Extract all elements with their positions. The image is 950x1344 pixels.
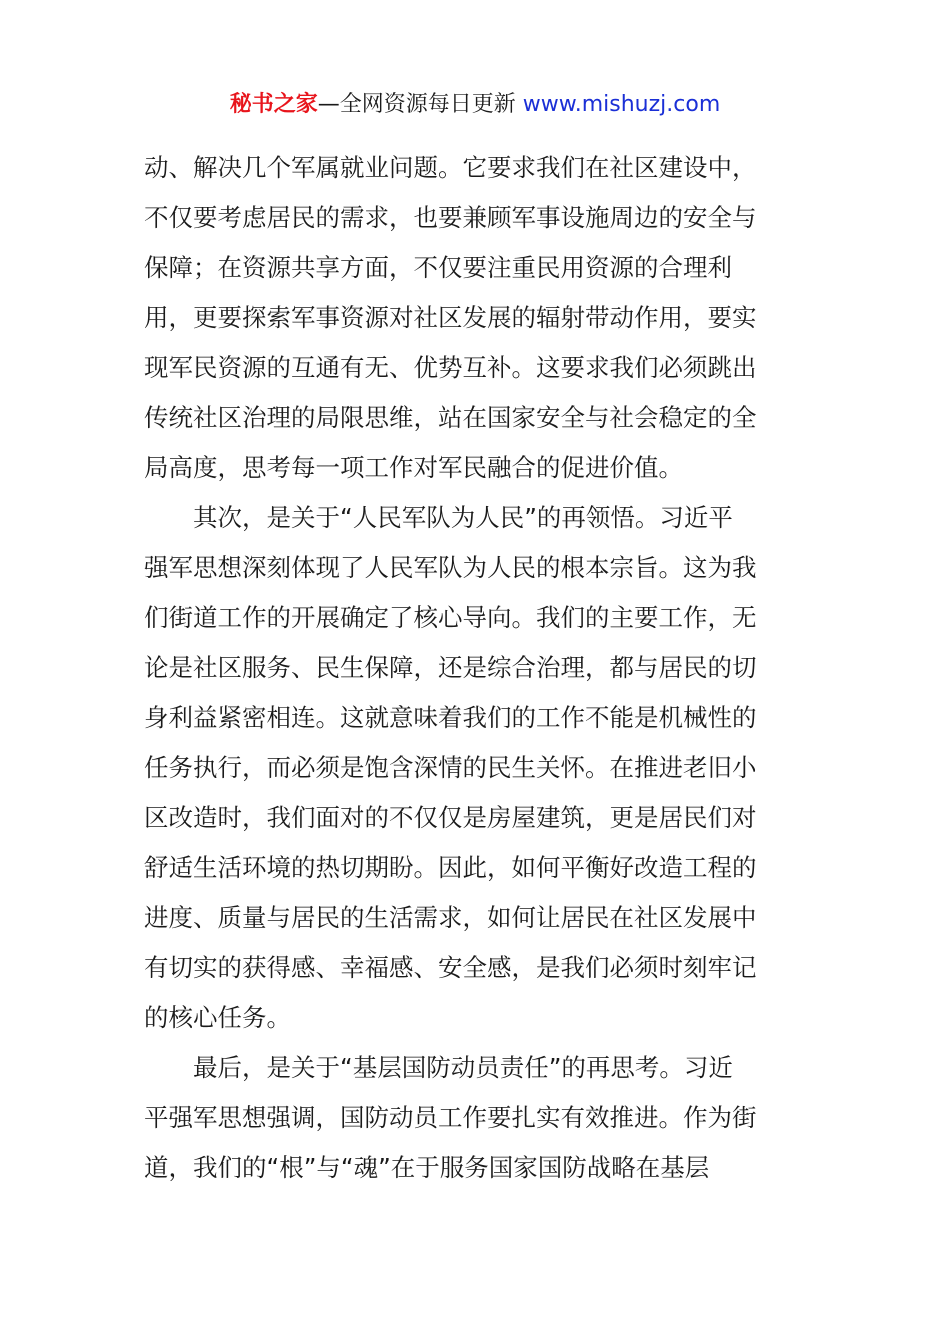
text-line: 有切实的获得感、幸福感、安全感，是我们必须时刻牢记: [144, 953, 757, 982]
document-header: [0, 88, 950, 122]
text-line: 道，我们的“根”与“魂”在于服务国家国防战略在基层: [144, 1153, 710, 1182]
text-line: 局高度，思考每一项工作对军民融合的促进价值。: [144, 453, 683, 482]
text-line: 论是社区服务、民生保障，还是综合治理，都与居民的切: [144, 653, 757, 682]
paragraph-start-line: 其次，是关于“人民军队为人民”的再领悟。习近平: [193, 503, 733, 532]
text-line: 平强军思想强调，国防动员工作要扎实有效推进。作为街: [144, 1103, 757, 1132]
text-line: 的核心任务。: [144, 1003, 291, 1032]
paragraph-start-line: 最后，是关于“基层国防动员责任”的再思考。习近: [193, 1053, 733, 1082]
text-line: 舒适生活环境的热切期盼。因此，如何平衡好改造工程的: [144, 853, 757, 882]
brand-name: 秘书之家: [229, 92, 318, 117]
text-line: 现军民资源的互通有无、优势互补。这要求我们必须跳出: [144, 353, 757, 382]
document-body: [144, 143, 809, 1193]
text-line: 保障；在资源共享方面，不仅要注重民用资源的合理利: [144, 253, 732, 282]
text-line: 动、解决几个军属就业问题。它要求我们在社区建设中，: [144, 153, 757, 182]
text-line: 用，更要探索军事资源对社区发展的辐射带动作用，要实: [144, 303, 757, 332]
text-line: 们街道工作的开展确定了核心导向。我们的主要工作，无: [144, 603, 757, 632]
text-line: 身利益紧密相连。这就意味着我们的工作不能是机械性的: [144, 703, 757, 732]
website-url-link[interactable]: www.mishuzj.com: [522, 92, 721, 117]
text-line: 强军思想深刻体现了人民军队为人民的根本宗旨。这为我: [144, 553, 757, 582]
text-line: 传统社区治理的局限思维，站在国家安全与社会稳定的全: [144, 403, 757, 432]
text-line: 任务执行，而必须是饱含深情的民生关怀。在推进老旧小: [144, 753, 757, 782]
text-line: 区改造时，我们面对的不仅仅是房屋建筑，更是居民们对: [144, 803, 757, 832]
text-line: 不仅要考虑居民的需求，也要兼顾军事设施周边的安全与: [144, 203, 757, 232]
text-line: 进度、质量与居民的生活需求，如何让居民在社区发展中: [144, 903, 757, 932]
header-tagline: —全网资源每日更新: [317, 92, 523, 117]
